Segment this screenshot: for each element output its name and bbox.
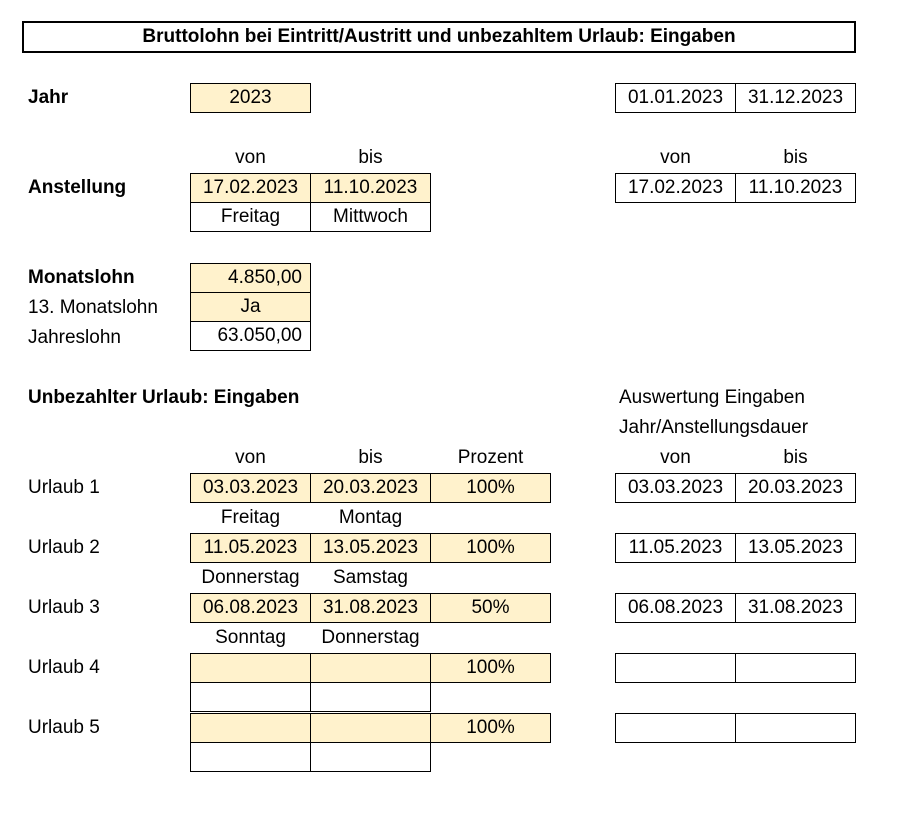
vacation-bis-header: bis: [358, 447, 383, 468]
page-title: Bruttolohn bei Eintritt/Austritt und unbezahltem Urlaub: Eingaben: [22, 21, 856, 53]
vacation-5-eval-bis: [735, 713, 856, 743]
vacation-5-eval-von: [615, 713, 736, 743]
vacation-1-percent-input[interactable]: 100%: [430, 473, 551, 503]
vacation-1-von-weekday: Freitag: [220, 507, 281, 528]
employment-eval-bis-header: bis: [783, 147, 808, 168]
vacation-2-eval-bis: 13.05.2023: [735, 533, 856, 563]
vacation-3-von-input[interactable]: 06.08.2023: [190, 593, 311, 623]
annual-salary-value: 63.050,00: [190, 321, 311, 351]
vacation-4-von-input[interactable]: [190, 653, 311, 683]
vacation-3-eval-bis: 31.08.2023: [735, 593, 856, 623]
vacation-3-bis-input[interactable]: 31.08.2023: [310, 593, 431, 623]
monthly-salary-label: Monatslohn: [28, 267, 135, 288]
employment-bis-weekday: Mittwoch: [310, 202, 431, 232]
year-label: Jahr: [28, 87, 69, 108]
vacation-2-label: Urlaub 2: [28, 537, 100, 558]
vacation-2-von-input[interactable]: 11.05.2023: [190, 533, 311, 563]
vacation-2-bis-weekday: Samstag: [333, 567, 408, 588]
employment-eval-von-header: von: [660, 147, 691, 168]
vacation-1-bis-input[interactable]: 20.03.2023: [310, 473, 431, 503]
vacation-5-bis-input[interactable]: [310, 713, 431, 743]
evaluation-sublabel: Jahr/Anstellungsdauer: [619, 417, 809, 438]
vacation-4-bis-input[interactable]: [310, 653, 431, 683]
employment-von-input[interactable]: 17.02.2023: [190, 173, 311, 203]
thirteenth-salary-input[interactable]: Ja: [190, 292, 311, 322]
vacation-1-label: Urlaub 1: [28, 477, 100, 498]
employment-eval-von: 17.02.2023: [615, 173, 736, 203]
vacation-4-label: Urlaub 4: [28, 657, 100, 678]
vacation-4-von-weekday: [190, 682, 311, 712]
vacation-percent-header: Prozent: [457, 447, 524, 468]
vacation-5-label: Urlaub 5: [28, 717, 100, 738]
vacation-1-eval-von: 03.03.2023: [615, 473, 736, 503]
vacation-section-label: Unbezahlter Urlaub: Eingaben: [28, 387, 300, 408]
employment-bis-input[interactable]: 11.10.2023: [310, 173, 431, 203]
vacation-1-bis-weekday: Montag: [338, 507, 403, 528]
employment-label: Anstellung: [28, 177, 127, 198]
vacation-2-percent-input[interactable]: 100%: [430, 533, 551, 563]
vacation-4-eval-von: [615, 653, 736, 683]
vacation-1-von-input[interactable]: 03.03.2023: [190, 473, 311, 503]
employment-von-weekday: Freitag: [190, 202, 311, 232]
year-input[interactable]: 2023: [190, 83, 311, 113]
vacation-5-von-weekday: [190, 742, 311, 772]
employment-bis-header: bis: [358, 147, 383, 168]
evaluation-label: Auswertung Eingaben: [619, 387, 805, 408]
monthly-salary-input[interactable]: 4.850,00: [190, 263, 311, 293]
vacation-3-percent-input[interactable]: 50%: [430, 593, 551, 623]
annual-salary-label: Jahreslohn: [28, 327, 121, 348]
year-end-cell: 31.12.2023: [735, 83, 856, 113]
vacation-von-header: von: [235, 447, 266, 468]
employment-von-header: von: [235, 147, 266, 168]
vacation-2-eval-von: 11.05.2023: [615, 533, 736, 563]
employment-eval-bis: 11.10.2023: [735, 173, 856, 203]
vacation-3-eval-von: 06.08.2023: [615, 593, 736, 623]
vacation-5-von-input[interactable]: [190, 713, 311, 743]
vacation-4-bis-weekday: [310, 682, 431, 712]
vacation-5-percent-input[interactable]: 100%: [430, 713, 551, 743]
year-start-cell: 01.01.2023: [615, 83, 736, 113]
vacation-3-bis-weekday: Donnerstag: [321, 627, 420, 648]
vacation-eval-von-header: von: [660, 447, 691, 468]
vacation-2-bis-input[interactable]: 13.05.2023: [310, 533, 431, 563]
vacation-eval-bis-header: bis: [783, 447, 808, 468]
vacation-5-bis-weekday: [310, 742, 431, 772]
vacation-2-von-weekday: Donnerstag: [201, 567, 300, 588]
vacation-3-label: Urlaub 3: [28, 597, 100, 618]
vacation-1-eval-bis: 20.03.2023: [735, 473, 856, 503]
vacation-3-von-weekday: Sonntag: [215, 627, 286, 648]
vacation-4-eval-bis: [735, 653, 856, 683]
vacation-4-percent-input[interactable]: 100%: [430, 653, 551, 683]
thirteenth-salary-label: 13. Monatslohn: [28, 297, 158, 318]
